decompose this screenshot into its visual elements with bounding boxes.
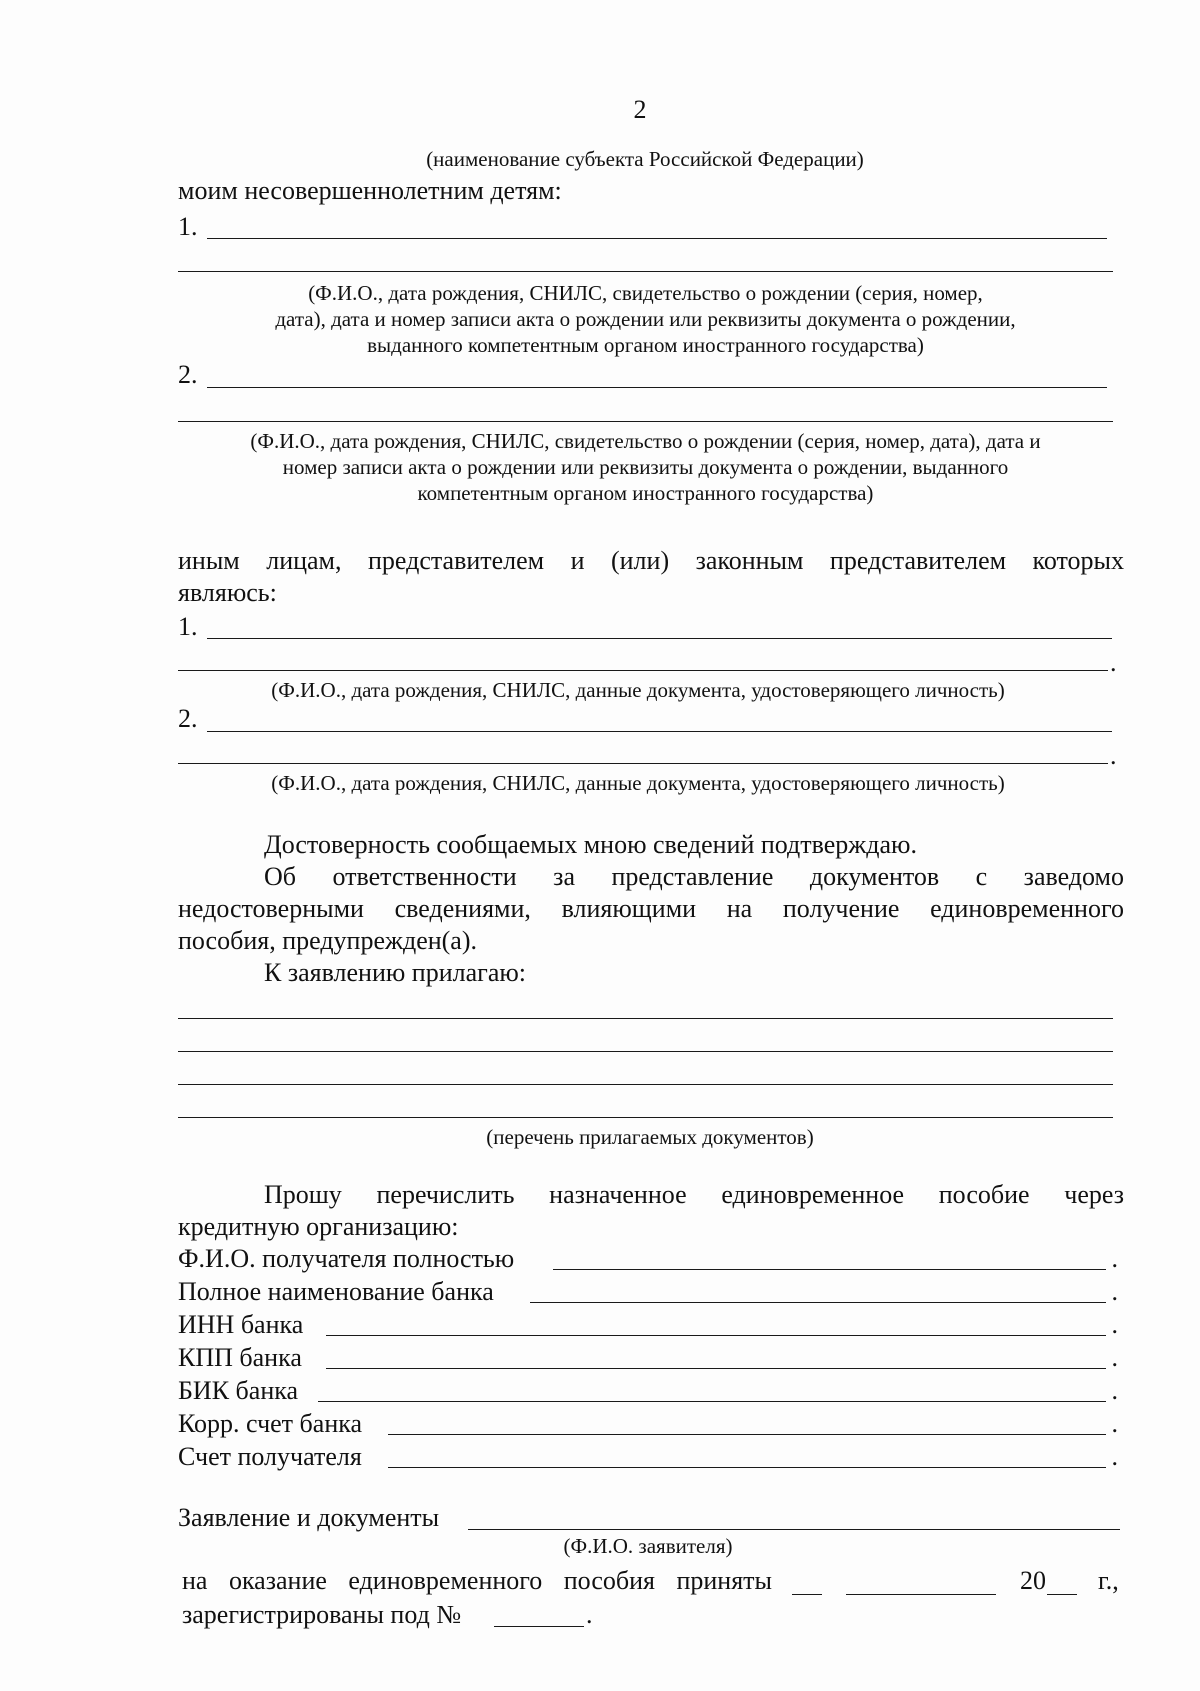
receipt-registered-end: .	[586, 1600, 593, 1629]
field-corr-account-end: .	[1111, 1409, 1118, 1438]
child-2-caption-line-3: компетентным органом иностранного государства)	[417, 481, 874, 505]
field-corr-account	[178, 1409, 1118, 1439]
responsibility-line-3: пособия, предупрежден(а).	[178, 926, 477, 955]
other-2-line-2[interactable]	[178, 763, 1108, 764]
receipt-accepted-text: на оказание единовременного пособия приняты	[182, 1566, 772, 1595]
others-intro-line-2: являюсь:	[178, 578, 277, 607]
attach-line-2[interactable]	[178, 1051, 1113, 1052]
applicant-name-line[interactable]	[468, 1529, 1120, 1530]
field-bank-name	[178, 1277, 1118, 1307]
confirm-text: Достоверность сообщаемых мною сведений подтверждаю.	[264, 830, 917, 859]
child-2-line-2[interactable]	[178, 421, 1113, 422]
field-recipient-name	[178, 1244, 1118, 1274]
attach-caption: (перечень прилагаемых документов)	[486, 1125, 814, 1149]
field-recipient-account-label: Счет получателя	[178, 1442, 362, 1471]
others-intro-line-1: иным лицам, представителем и (или) законным представителем которых	[178, 546, 1124, 575]
subject-caption: (наименование субъекта Российской Федерации)	[426, 147, 864, 171]
field-bank-name-input[interactable]	[530, 1302, 1106, 1303]
child-2-caption-line-2: номер записи акта о рождении или реквизиты документа о рождении, выданного	[282, 455, 1009, 479]
field-corr-account-label: Корр. счет банка	[178, 1409, 363, 1438]
child-2-line[interactable]	[207, 387, 1107, 388]
field-recipient-name-label: Ф.И.О. получателя полностью	[178, 1244, 515, 1273]
field-bank-inn-label: ИНН банка	[178, 1310, 304, 1339]
field-bank-bik	[178, 1376, 1118, 1406]
field-bank-inn-input[interactable]	[326, 1335, 1106, 1336]
responsibility-line-2: недостоверными сведениями, влияющими на получение единовременного	[178, 894, 1124, 923]
child-1-number: 1.	[178, 212, 198, 241]
children-intro: моим несовершеннолетним детям:	[178, 176, 562, 205]
child-1-caption-line-3: выданного компетентным органом иностранного государства)	[367, 333, 924, 357]
attach-line-1[interactable]	[178, 1018, 1113, 1019]
other-2-line[interactable]	[207, 731, 1112, 732]
applicant-caption: (Ф.И.О. заявителя)	[563, 1534, 733, 1558]
child-2-number: 2.	[178, 360, 198, 389]
field-bank-kpp	[178, 1343, 1118, 1373]
field-bank-kpp-end: .	[1111, 1343, 1118, 1372]
receipt-docs-label: Заявление и документы	[178, 1503, 440, 1532]
receipt-registered-text: зарегистрированы под №	[182, 1600, 462, 1629]
receipt-month-line[interactable]	[846, 1594, 996, 1595]
attach-line-3[interactable]	[178, 1084, 1113, 1085]
field-bank-kpp-label: КПП банка	[178, 1343, 302, 1372]
other-1-number: 1.	[178, 612, 198, 641]
field-bank-bik-label: БИК банка	[178, 1376, 299, 1405]
child-1-caption-line-2: дата), дата и номер записи акта о рождении или реквизиты документа о рождении,	[275, 307, 1016, 331]
field-recipient-name-input[interactable]	[553, 1269, 1106, 1270]
attach-intro: К заявлению прилагаю:	[264, 958, 527, 987]
other-2-number: 2.	[178, 704, 198, 733]
receipt-number-line[interactable]	[494, 1626, 584, 1627]
field-recipient-account-end: .	[1111, 1442, 1118, 1471]
field-recipient-account	[178, 1442, 1118, 1472]
field-bank-inn-end: .	[1111, 1310, 1118, 1339]
other-2-end-mark: .	[1110, 741, 1117, 770]
responsibility-line-1: Об ответственности за представление документов с заведомо	[264, 862, 1124, 891]
receipt-year-suffix: г.,	[1098, 1566, 1119, 1595]
field-bank-name-end: .	[1111, 1277, 1118, 1306]
other-1-line-2[interactable]	[178, 670, 1108, 671]
child-1-line[interactable]	[207, 238, 1107, 239]
other-1-caption: (Ф.И.О., дата рождения, СНИЛС, данные документа, удостоверяющего личность)	[271, 678, 1005, 702]
transfer-line-2: кредитную организацию:	[178, 1212, 459, 1241]
transfer-line-1: Прошу перечислить назначенное единовременное пособие через	[264, 1180, 1124, 1209]
receipt-year-prefix: 20	[1020, 1566, 1046, 1595]
field-corr-account-input[interactable]	[388, 1434, 1106, 1435]
other-1-end-mark: .	[1110, 648, 1117, 677]
field-recipient-name-end: .	[1111, 1244, 1118, 1273]
child-1-caption-line-1: (Ф.И.О., дата рождения, СНИЛС, свидетельство о рождении (серия, номер,	[308, 281, 983, 305]
field-bank-kpp-input[interactable]	[326, 1368, 1106, 1369]
attach-line-4[interactable]	[178, 1117, 1113, 1118]
field-bank-name-label: Полное наименование банка	[178, 1277, 494, 1306]
receipt-day-line[interactable]	[792, 1594, 822, 1595]
field-bank-bik-input[interactable]	[318, 1401, 1106, 1402]
field-recipient-account-input[interactable]	[388, 1467, 1106, 1468]
field-bank-bik-end: .	[1111, 1376, 1118, 1405]
child-2-caption-line-1: (Ф.И.О., дата рождения, СНИЛС, свидетельство о рождении (серия, номер, дата), дата и	[250, 429, 1041, 453]
page-number: 2	[633, 95, 647, 124]
other-1-line[interactable]	[207, 638, 1112, 639]
field-bank-inn	[178, 1310, 1118, 1340]
child-1-line-2[interactable]	[178, 271, 1113, 272]
receipt-year-line[interactable]	[1047, 1594, 1077, 1595]
other-2-caption: (Ф.И.О., дата рождения, СНИЛС, данные документа, удостоверяющего личность)	[271, 771, 1005, 795]
